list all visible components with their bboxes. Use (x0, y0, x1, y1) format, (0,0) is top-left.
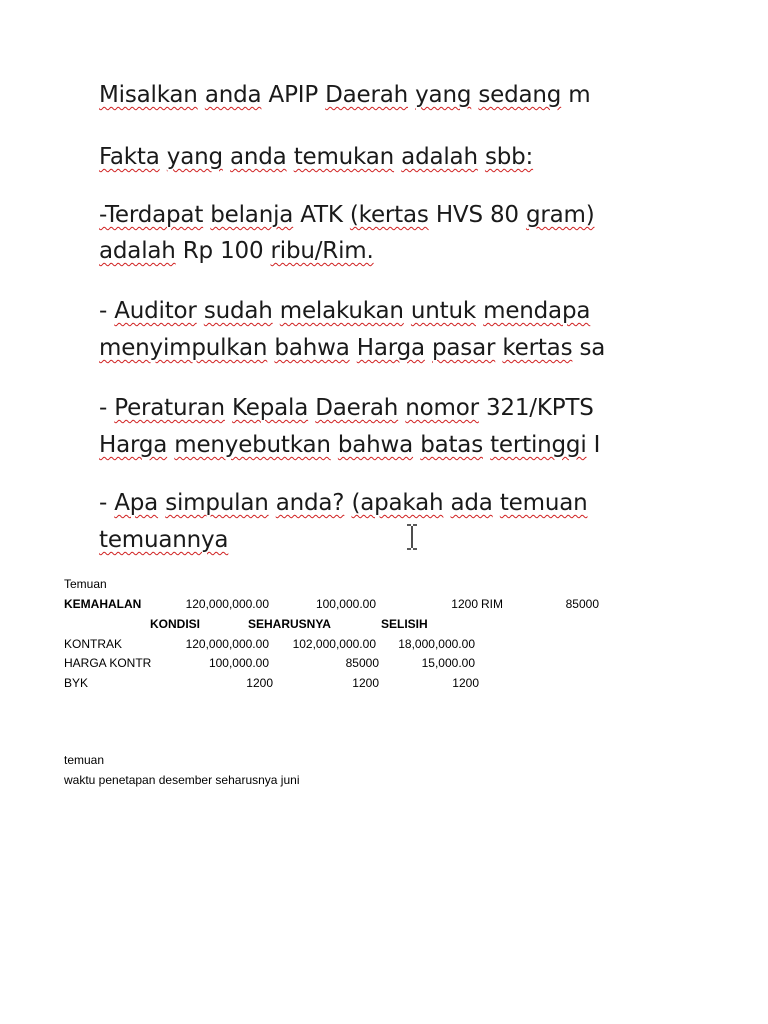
row-harga-seharusnya: 85000 (345, 656, 379, 670)
slide-line-8: Harga menyebutkan bahwa batas tertinggi I (99, 432, 601, 458)
row-harga-kondisi: 100,000.00 (208, 656, 269, 670)
row-kontrak-selisih: 18,000,000.00 (398, 637, 475, 651)
kemahalan-quantity: 1200 (451, 597, 478, 611)
note-text: waktu penetapan desember seharusnya juni (64, 773, 300, 787)
slide-image (64, 62, 606, 572)
slide-line-9: - Apa simpulan anda? (apakah ada temuan (99, 490, 588, 516)
slide-line-5: - Auditor sudah melakukan untuk mendapa (99, 298, 591, 324)
slide-line-6: menyimpulkan bahwa Harga pasar kertas sa (99, 335, 606, 361)
slide-line-7: - Peraturan Kepala Daerah nomor 321/KPTS (99, 395, 594, 421)
kemahalan-value-2: 100,000.00 (315, 597, 376, 611)
note-label: temuan (64, 753, 105, 767)
slide-line-1: Misalkan anda APIP Daerah yang sedang m (99, 82, 591, 108)
header-seharusnya: SEHARUSNYA (248, 617, 331, 631)
temuan-label: Temuan (64, 577, 107, 591)
slide-line-4: adalah Rp 100 ribu/Rim. (99, 238, 374, 264)
row-byk-seharusnya: 1200 (352, 676, 379, 690)
row-byk-kondisi: 1200 (246, 676, 273, 690)
row-kontrak-label: KONTRAK (64, 637, 123, 651)
kemahalan-value-1: 120,000,000.00 (185, 597, 269, 611)
row-harga-selisih: 15,000.00 (421, 656, 475, 670)
slide-line-3: -Terdapat belanja ATK (kertas HVS 80 gram) (99, 202, 595, 228)
row-byk-label: BYK (64, 676, 89, 690)
row-byk-selisih: 1200 (452, 676, 479, 690)
row-harga-label: HARGA KONTR (64, 656, 152, 670)
header-kondisi: KONDISI (150, 617, 201, 631)
row-kontrak-seharusnya: 102,000,000.00 (292, 637, 376, 651)
header-selisih: SELISIH (381, 617, 428, 631)
kemahalan-value-4: 85000 (565, 597, 599, 611)
row-kontrak-kondisi: 120,000,000.00 (185, 637, 269, 651)
kemahalan-label: KEMAHALAN (64, 597, 142, 611)
slide-line-2: Fakta yang anda temukan adalah sbb: (99, 144, 534, 170)
slide-line-10: temuannya (99, 527, 229, 553)
kemahalan-unit: RIM (481, 597, 503, 611)
text-cursor-icon (405, 524, 419, 550)
